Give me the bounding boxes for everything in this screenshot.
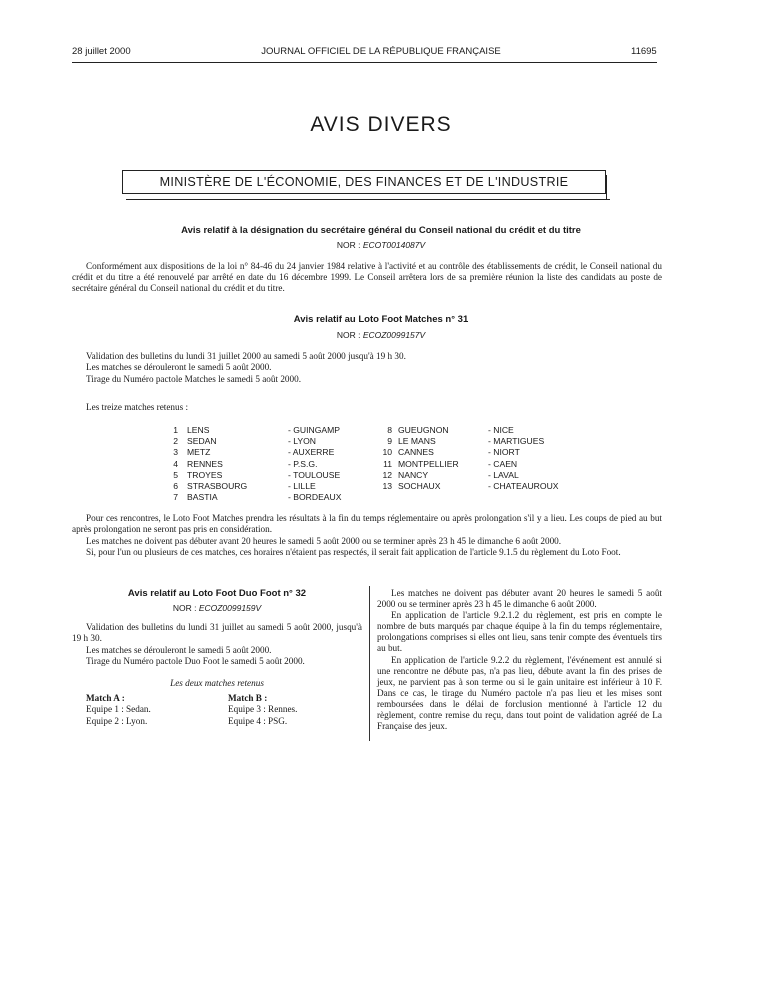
section-title: AVIS DIVERS xyxy=(310,113,452,136)
match-away-team: - AUXERRE xyxy=(288,447,335,458)
match-away-team: - LYON xyxy=(288,436,317,447)
match-number: 7 xyxy=(173,492,178,503)
avis3-match-a xyxy=(86,693,151,727)
match-home-team: SOCHAUX xyxy=(398,481,441,492)
avis3-nor xyxy=(72,603,362,613)
ministry-box xyxy=(122,170,606,194)
matches-left-away xyxy=(288,425,341,503)
avis3-match-b xyxy=(228,693,297,727)
match-away-team: - TOULOUSE xyxy=(288,469,341,480)
header-rule xyxy=(72,62,657,63)
avis2-closing-paragraphs xyxy=(72,513,662,559)
avis3-nor-code: ECOZ0099159V xyxy=(198,603,262,613)
match-away-team: - LILLE xyxy=(288,481,316,492)
match-b-label: Match B : xyxy=(228,693,268,703)
avis2-nor xyxy=(0,330,762,340)
avis3-title: Avis relatif au Loto Foot Duo Foot n° 32 xyxy=(127,588,307,599)
matches-right-away xyxy=(488,425,559,492)
avis1-title: Avis relatif à la désignation du secrétaire général du Conseil national du crédit et du titre xyxy=(181,225,581,236)
match-number: 8 xyxy=(387,425,392,435)
match-home-team: CANNES xyxy=(398,447,434,458)
match-home-team: GUEUGNON xyxy=(398,425,449,435)
match-number: 9 xyxy=(387,436,392,447)
match-home-team: RENNES xyxy=(187,458,223,469)
column-divider xyxy=(369,586,370,741)
avis3-paragraph-validation: Validation des bulletins du lundi 31 juillet au samedi 5 août 2000, jusqu'à 19 h 30. xyxy=(72,622,362,644)
matches-right-home xyxy=(398,425,459,492)
match-home-team: NANCY xyxy=(398,469,429,480)
avis2-paragraph-results: Pour ces rencontres, le Loto Foot Matches prendra les résultats à la fin du temps réglementaire ou après prolongation s'il y a lieu. Les coups de pied au but après prolongation ne seront pas pris en considération. xyxy=(72,513,662,535)
match-number: 12 xyxy=(382,469,392,480)
avis2-paragraph-schedule: Les matches ne doivent pas débuter avant 20 heures le samedi 5 août 2000 ou se terminer après 23 h 45 le dimanche 6 août 2000. xyxy=(86,535,562,546)
avis3-left-paragraphs xyxy=(72,622,362,668)
match-number: 2 xyxy=(173,436,178,447)
match-number: 11 xyxy=(383,458,392,469)
match-number: 13 xyxy=(382,481,392,492)
match-number: 1 xyxy=(173,425,178,435)
avis2-line-tirage: Tirage du Numéro pactole Matches le samedi 5 août 2000. xyxy=(86,373,302,384)
match-home-team: LE MANS xyxy=(398,436,436,447)
ministry-name: MINISTÈRE DE L'ÉCONOMIE, DES FINANCES ET DE L'INDUSTRIE xyxy=(159,175,569,189)
match-away-team: - LAVAL xyxy=(488,469,519,480)
header-page-number: 11695 xyxy=(631,46,657,57)
ministry-box-shadow xyxy=(126,199,610,200)
match-number: 4 xyxy=(173,458,178,469)
match-away-team: - P.S.G. xyxy=(288,458,318,469)
match-home-team: STRASBOURG xyxy=(187,481,248,492)
avis2-nor-label: NOR : xyxy=(336,330,361,340)
avis2-line-matches-date: Les matches se dérouleront le samedi 5 août 2000. xyxy=(86,362,272,373)
avis2-title: Avis relatif au Loto Foot Matches n° 31 xyxy=(293,314,469,325)
match-home-team: BASTIA xyxy=(187,492,218,503)
match-home-team: METZ xyxy=(187,447,211,458)
avis1-body: Conformément aux dispositions de la loi n° 84-46 du 24 janvier 1984 relative à l'activité et au contrôle des établissements de crédit, le Conseil national du crédit et du titre a été renouvelé par arrêté en date du 16 décembre 1999. Le Conseil arrêtera lors de sa première réunion la liste des candidats au poste de secrétaire général du Conseil national du crédit et du titre. xyxy=(72,261,662,293)
match-home-team: SEDAN xyxy=(187,436,217,447)
avis2-line-validation: Validation des bulletins du lundi 31 juillet 2000 au samedi 5 août 2000 jusqu'à 19 h 30. xyxy=(86,351,406,361)
match-away-team: - GUINGAMP xyxy=(288,425,341,435)
avis2-matches-intro: Les treize matches retenus : xyxy=(86,402,189,412)
match-b-team3: Equipe 3 : Rennes. xyxy=(228,704,298,715)
avis3-subhead: Les deux matches retenus xyxy=(170,678,264,688)
header-journal-title: JOURNAL OFFICIEL DE LA RÉPUBLIQUE FRANÇAISE xyxy=(261,46,501,57)
match-home-team: LENS xyxy=(187,425,210,435)
match-away-team: - CHATEAUROUX xyxy=(488,481,559,492)
avis3-paragraph-matches-date: Les matches se dérouleront le samedi 5 août 2000. xyxy=(86,644,272,655)
match-home-team: MONTPELLIER xyxy=(398,458,459,469)
avis2-validation-block xyxy=(86,351,406,385)
matches-left-home xyxy=(187,425,247,503)
avis3-paragraph-schedule: Les matches ne doivent pas débuter avant 20 heures le samedi 5 août 2000 ou se terminer après 23 h 45 le dimanche 6 août 2000. xyxy=(377,588,662,610)
avis3-paragraph-tirage: Tirage du Numéro pactole Duo Foot le samedi 5 août 2000. xyxy=(86,656,305,667)
avis3-nor-label: NOR : xyxy=(172,603,197,613)
match-a-team2: Equipe 2 : Lyon. xyxy=(86,715,148,726)
avis2-paragraph-rule: Si, pour l'un ou plusieurs de ces matches, ces horaires n'étaient pas respectés, il serait fait application de l'article 9.1.5 du règlement du Loto Foot. xyxy=(86,547,621,558)
avis3-paragraph-article-9212: En application de l'article 9.2.1.2 du règlement, est pris en compte le nombre de buts marqués par chaque équipe à la fin du temps réglementaire, prolongations comprises si elles ont lieu, sans tenir compte des éventuels tirs au but. xyxy=(377,610,662,654)
match-number: 5 xyxy=(173,469,178,480)
match-away-team: - NIORT xyxy=(488,447,520,458)
match-away-team: - MARTIGUES xyxy=(488,436,545,447)
match-number: 6 xyxy=(173,481,178,492)
avis1-nor xyxy=(0,240,762,250)
match-a-label: Match A : xyxy=(86,693,125,703)
avis1-nor-code: ECOT0014087V xyxy=(362,240,426,250)
matches-right-numbers xyxy=(372,425,392,492)
match-away-team: - NICE xyxy=(488,425,514,435)
avis3-right-paragraphs xyxy=(377,588,662,732)
avis2-nor-code: ECOZ0099157V xyxy=(362,330,426,340)
match-away-team: - BORDEAUX xyxy=(288,492,342,503)
ministry-box-shadow-side xyxy=(606,175,607,199)
avis1-nor-label: NOR : xyxy=(336,240,361,250)
avis3-paragraph-article-922: En application de l'article 9.2.2 du règlement, l'événement est annulé si une rencontre ne débute pas, n'a pas lieu, débute avant la fin des prises de jeux, ne parvient pas à son terme ou si le gain unitaire est inférieur à 10 F. Dans ce cas, le tirage du Numéro pactole n'a pas lieu et les mises sont remboursées dans le délai de forclusion mentionné à l'article 12 du règlement, contre remise du reçu, dans tout point de validation agréé de La Française des jeux. xyxy=(377,654,662,732)
matches-left-numbers xyxy=(160,425,178,503)
match-home-team: TROYES xyxy=(187,469,223,480)
match-number: 3 xyxy=(173,447,178,458)
match-away-team: - CAEN xyxy=(488,458,518,469)
match-b-team4: Equipe 4 : PSG. xyxy=(228,715,288,726)
header-date: 28 juillet 2000 xyxy=(72,46,131,57)
match-a-team1: Equipe 1 : Sedan. xyxy=(86,704,151,715)
match-number: 10 xyxy=(382,447,392,458)
